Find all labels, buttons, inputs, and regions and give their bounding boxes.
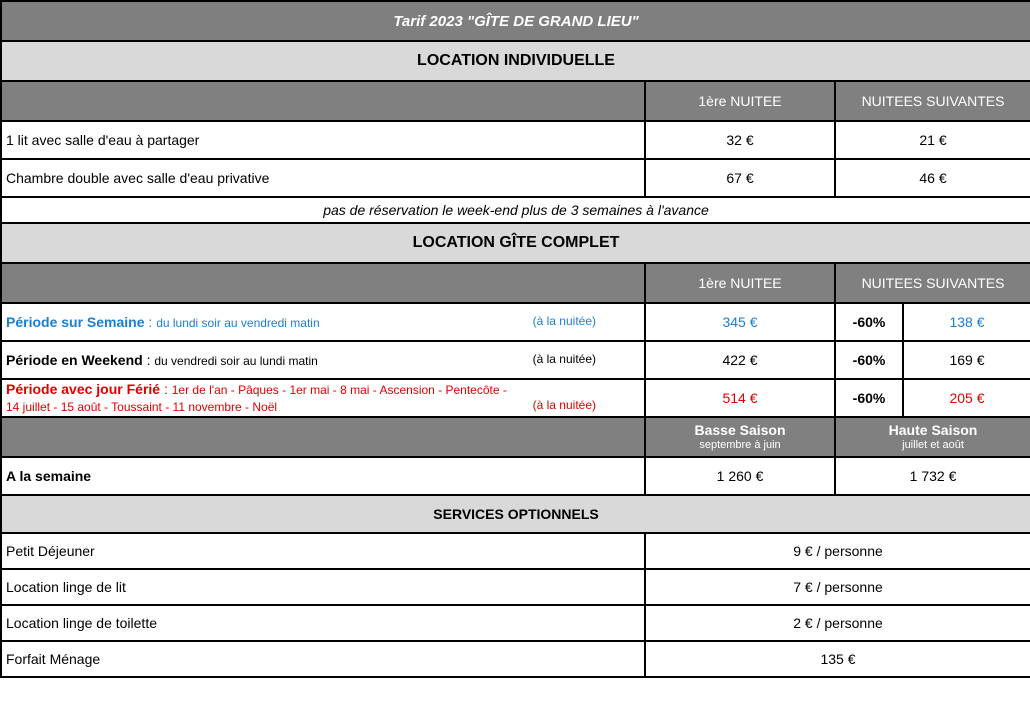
page-title: Tarif 2023 "GÎTE DE GRAND LIEU"	[1, 1, 1030, 41]
per-night-note: (à la nuitée)	[532, 398, 596, 412]
header-first-night: 1ère NUITEE	[645, 263, 835, 303]
price-next: 21 €	[835, 121, 1030, 159]
service-label: Location linge de lit	[1, 569, 645, 605]
row-label: Chambre double avec salle d'eau privative	[1, 159, 645, 197]
row-label-ferie	[1, 379, 645, 417]
table-row	[1, 605, 1030, 641]
period-name: Période sur Semaine	[6, 314, 145, 330]
service-price: 7 € / personne	[645, 569, 1030, 605]
price-first: 67 €	[645, 159, 835, 197]
header-empty	[1, 263, 645, 303]
service-label: Petit Déjeuner	[1, 533, 645, 569]
service-price: 135 €	[645, 641, 1030, 677]
header-empty	[1, 81, 645, 121]
header-empty	[1, 417, 645, 457]
price-basse: 1 260 €	[645, 457, 835, 495]
row-label: 1 lit avec salle d'eau à partager	[1, 121, 645, 159]
discount-percent: -60%	[835, 303, 903, 341]
price-first: 345 €	[645, 303, 835, 341]
table-row	[1, 121, 1030, 159]
table-row	[1, 569, 1030, 605]
price-next: 205 €	[903, 379, 1030, 417]
table-row	[1, 159, 1030, 197]
price-first: 514 €	[645, 379, 835, 417]
season-sub: septembre à juin	[699, 438, 781, 451]
table-row-semaine	[1, 303, 1030, 341]
service-label: Location linge de toilette	[1, 605, 645, 641]
period-desc: du lundi soir au vendredi matin	[156, 316, 320, 330]
period-desc-line1: 1er de l'an - Pâques - 1er mai - 8 mai - Ascension - Pentecôte -	[171, 382, 507, 397]
price-next: 46 €	[835, 159, 1030, 197]
row-label: A la semaine	[1, 457, 645, 495]
header-next-nights: NUITEES SUIVANTES	[835, 263, 1030, 303]
period-desc: du vendredi soir au lundi matin	[154, 354, 318, 368]
per-night-note: (à la nuitée)	[532, 352, 596, 366]
separator: :	[142, 352, 155, 368]
table-row-weekend	[1, 341, 1030, 379]
separator: :	[144, 314, 157, 330]
season-title: Haute Saison	[888, 422, 978, 439]
period-name: Période en Weekend	[6, 352, 143, 368]
separator: :	[160, 380, 172, 397]
discount-percent: -60%	[835, 379, 903, 417]
table-row	[1, 533, 1030, 569]
period-name: Période avec jour Férié	[6, 380, 161, 397]
section-services-optionnels: SERVICES OPTIONNELS	[1, 495, 1030, 533]
reservation-note: pas de réservation le week-end plus de 3 semaines à l'avance	[1, 197, 1030, 223]
table-row	[1, 641, 1030, 677]
period-desc-line2: 14 juillet - 15 août - Toussaint - 11 novembre - Noël	[6, 400, 278, 414]
per-night-note: (à la nuitée)	[532, 314, 596, 328]
discount-percent: -60%	[835, 341, 903, 379]
table-row-a-la-semaine	[1, 457, 1030, 495]
row-label-weekend	[1, 341, 645, 379]
season-sub: juillet et août	[902, 438, 964, 451]
price-next: 138 €	[903, 303, 1030, 341]
season-title: Basse Saison	[694, 422, 786, 439]
header-first-night: 1ère NUITEE	[645, 81, 835, 121]
service-label: Forfait Ménage	[1, 641, 645, 677]
price-haute: 1 732 €	[835, 457, 1030, 495]
header-haute-saison	[835, 417, 1030, 457]
price-first: 422 €	[645, 341, 835, 379]
service-price: 2 € / personne	[645, 605, 1030, 641]
header-basse-saison	[645, 417, 835, 457]
service-price: 9 € / personne	[645, 533, 1030, 569]
price-first: 32 €	[645, 121, 835, 159]
table-row-ferie	[1, 379, 1030, 417]
section-location-gite-complet: LOCATION GÎTE COMPLET	[1, 223, 1030, 263]
price-next: 169 €	[903, 341, 1030, 379]
header-next-nights: NUITEES SUIVANTES	[835, 81, 1030, 121]
section-location-individuelle: LOCATION INDIVIDUELLE	[1, 41, 1030, 81]
row-label-semaine	[1, 303, 645, 341]
